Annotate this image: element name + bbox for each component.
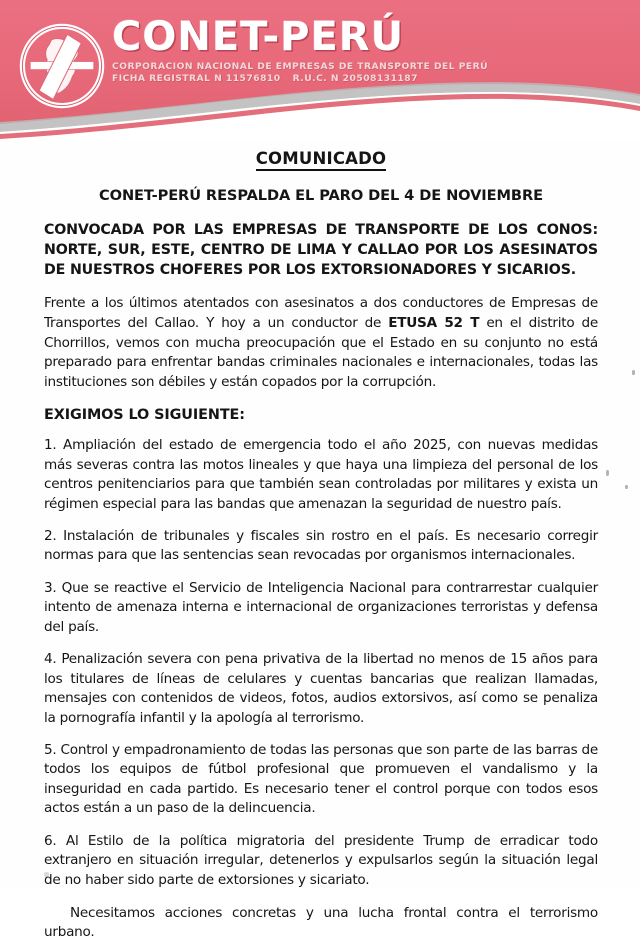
brand-subtitle: CORPORACION NACIONAL DE EMPRESAS DE TRANSPORTE DEL PERÚ: [112, 61, 489, 72]
page-title-text: COMUNICADO: [256, 149, 387, 171]
demand-item-4: 4. Penalización severa con pena privativa de la libertad no menos de 15 años para los titulares de líneas de celulares y cuentas bancarias que realizan llamadas, mensajes con contenidos de videos, fotos, audios extorsivos, así como se penaliza la pornografía infantil y la apología al terrorismo.: [44, 651, 598, 726]
intro-emphasis-etusa: ETUSA 52 T: [388, 315, 480, 332]
brand-wordmark-block: [112, 16, 488, 83]
demand-item-6: 6. Al Estilo de la política migratoria del presidente Trump de erradicar todo extranjero en situación irregular, detenerlos y expulsarlos según la situación legal de no haber sido parte de extorsiones y sicariato.: [44, 832, 598, 888]
demands-heading: EXIGIMOS LO SIGUIENTE:: [44, 407, 245, 424]
letterhead-header: [0, 0, 640, 140]
page-title: [44, 149, 598, 169]
demand-item-1: 1. Ampliación del estado de emergencia todo el año 2025, con nuevas medidas más severas contra las motos lineales y que haya una limpieza del personal de los centros penitenciarios para que también sean controladas por militares y exista un régimen especial para las bandas que amenazan la seguridad de nuestro país.: [44, 437, 598, 512]
intro-paragraph: [44, 294, 598, 392]
demand-item-3: 3. Que se reactive el Servicio de Inteligencia Nacional para contrarrestar cualquier intento de amenaza interna e internacional de organizaciones terroristas y defensa del país.: [44, 579, 598, 635]
ruc-number: R.U.C. N 20508131187: [292, 73, 418, 85]
conet-peru-logo-icon: [18, 22, 106, 110]
scan-artifact-speck: [606, 470, 609, 476]
registration-line: [112, 74, 488, 83]
intro-text-part-1: Frente a los últimos atentados con asesinatos a dos conductores de Empresas de Transportes del Callao. Y hoy a un conductor de: [44, 295, 598, 332]
brand-name: CONET-PERÚ: [112, 14, 405, 60]
scan-artifact-speck: [632, 370, 635, 375]
scan-artifact-speck: [44, 872, 49, 877]
ficha-registral: FICHA REGISTRAL N 11576810: [112, 73, 281, 85]
page-subtitle: CONET-PERÚ RESPALDA EL PARO DEL 4 DE NOVIEMBRE: [99, 187, 543, 204]
demand-item-2: 2. Instalación de tribunales y fiscales sin rostro en el país. Es necesario corregir normas para que las sentencias sean revocadas por organismos internacionales.: [44, 528, 598, 564]
intro-text-part-2: en el distrito de Chorrillos, vemos con mucha preocupación que el Estado en su conjunto no está preparado para enfrentar bandas criminales nacionales e internacionales, todas las instituciones son débiles y están copados por la corrupción.: [44, 315, 598, 390]
document-body: [0, 149, 640, 943]
scan-artifact-speck: [625, 485, 628, 489]
demand-item-5: 5. Control y empadronamiento de todas las personas que son parte de las barras de todos los equipos de fútbol profesional que promueven el vandalismo y la inseguridad en cada partido. Es necesario tener el control porque con todos esos actos están a un paso de la delincuencia.: [44, 741, 599, 817]
closing-statement: Necesitamos acciones concretas y una lucha frontal contra el terrorismo urbano.: [44, 905, 598, 941]
convocatoria-statement: CONVOCADA POR LAS EMPRESAS DE TRANSPORTE DE LOS CONOS: NORTE, SUR, ESTE, CENTRO DE LIMA Y CALLAO POR LOS ASESINATOS DE NUESTROS CHOFERES POR LOS EXTORSIONADORES Y SICARIOS.: [44, 222, 598, 279]
